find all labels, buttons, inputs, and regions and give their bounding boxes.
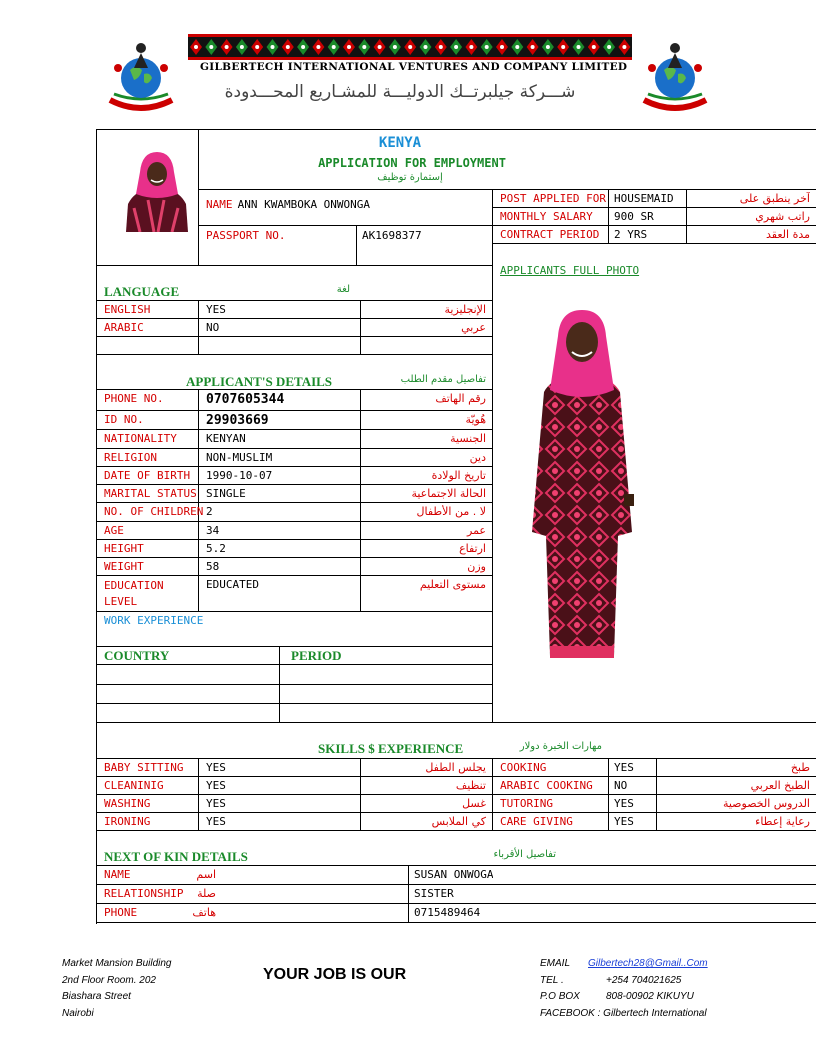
detail-value: 34 <box>206 524 220 537</box>
email-label: EMAIL <box>540 958 571 969</box>
header-diamond-dot <box>500 45 504 49</box>
applicant-portrait-photo <box>120 148 194 232</box>
header-diamond-dot <box>347 45 351 49</box>
skill-label-ar: طبخ <box>790 761 810 774</box>
detail-label-ar: الحالة الاجتماعية <box>411 487 486 500</box>
address-line-1: Market Mansion Building <box>62 958 172 969</box>
skills-heading: SKILLS $ EXPERIENCE <box>318 741 464 756</box>
company-name-ar: شـــركة جيلبرتــك الدوليـــة للمشـاريع المحـــدودة <box>224 82 576 102</box>
language-heading: LANGUAGE <box>104 284 180 299</box>
detail-value: 2 <box>206 505 213 518</box>
header-diamond-dot <box>607 45 611 49</box>
table-rule <box>96 611 493 612</box>
skill-value: YES <box>614 761 634 774</box>
po-label: P.O BOX <box>540 991 580 1002</box>
table-rule <box>96 356 97 722</box>
post-value: HOUSEMAID <box>614 192 674 205</box>
skill-value: YES <box>206 815 226 828</box>
detail-label-ar: لا . من الأطفال <box>416 505 486 518</box>
company-name-en: GILBERTECH INTERNATIONAL VENTURES AND COMPANY LIMITED <box>200 61 628 73</box>
detail-label: WEIGHT <box>104 560 144 573</box>
skill-value: YES <box>206 779 226 792</box>
skill-label-ar: رعاية إعطاء <box>755 815 810 828</box>
kin-value: SISTER <box>414 887 454 900</box>
facebook-line: FACEBOOK : Gilbertech International <box>540 1007 707 1019</box>
skill-label: TUTORING <box>500 797 553 810</box>
header-diamond-dot <box>439 45 443 49</box>
header-diamond-dot <box>592 45 596 49</box>
table-rule <box>360 389 361 611</box>
header-diamond-dot <box>240 45 244 49</box>
table-rule <box>96 389 493 390</box>
detail-label: NATIONALITY <box>104 432 177 445</box>
detail-label: RELIGION <box>104 451 157 464</box>
name-value: ANN KWAMBOKA ONWONGA <box>237 198 371 211</box>
applicant-full-photo <box>522 306 642 662</box>
header-diamond-dot <box>271 45 275 49</box>
language-label-ar: الإنجليزية <box>444 303 486 316</box>
table-rule <box>198 389 199 611</box>
tel-label: TEL . <box>540 974 564 986</box>
email-link[interactable]: Gilbertech28@Gmail..Com <box>588 958 708 969</box>
detail-value: SINGLE <box>206 487 246 500</box>
address-line-3: Biashara Street <box>62 991 131 1002</box>
table-rule <box>96 484 493 485</box>
detail-label: AGE <box>104 524 124 537</box>
detail-label-ar: الجنسية <box>450 432 486 445</box>
work-period-header: PERIOD <box>291 648 342 663</box>
skill-label-ar: يجلس الطفل <box>425 761 486 774</box>
kin-value: 0715489464 <box>414 906 481 919</box>
header-diamond-dot <box>485 45 489 49</box>
po-value: 808-00902 KIKUYU <box>606 991 694 1002</box>
post-label: POST APPLIED FOR <box>500 192 606 205</box>
detail-label: HEIGHT <box>104 542 144 555</box>
logo-right <box>634 38 716 116</box>
kin-label: PHONE <box>104 906 138 919</box>
kin-label: NAME <box>104 868 131 881</box>
detail-value: 1990-10-07 <box>206 469 273 482</box>
header-diamond-dot <box>546 45 550 49</box>
skill-label: WASHING <box>104 797 151 810</box>
detail-value: 5.2 <box>206 542 226 555</box>
table-rule <box>96 466 493 467</box>
header-diamond-dot <box>531 45 535 49</box>
skills-heading-ar: مهارات الخبرة دولار <box>519 741 602 752</box>
footer-contact <box>540 956 816 1022</box>
detail-label-ar: وزن <box>467 560 486 573</box>
detail-label-ar: مستوى التعليم <box>419 578 486 591</box>
detail-value: NON-MUSLIM <box>206 451 273 464</box>
detail-value: 58 <box>206 560 220 573</box>
header-diamond-dot <box>286 45 290 49</box>
header-diamond-dot <box>469 45 473 49</box>
detail-value: 29903669 <box>206 413 269 428</box>
address-line-2: 2nd Floor Room. 202 <box>62 974 156 986</box>
post-value: 2 YRS <box>614 228 648 241</box>
skill-label-ar: كي الملابس <box>431 815 486 828</box>
header-diamond-dot <box>378 45 382 49</box>
logo-left <box>100 38 182 116</box>
header-diamond-dot <box>424 45 428 49</box>
kin-label-ar: اسم <box>196 868 216 881</box>
skill-value: NO <box>614 779 628 792</box>
detail-label: EDUCATION LEVEL <box>104 579 164 608</box>
table-rule <box>96 502 493 503</box>
post-label: CONTRACT PERIOD <box>500 228 600 241</box>
detail-value: EDUCATED <box>206 578 259 591</box>
header-diamond-dot <box>622 45 626 49</box>
detail-label-ar: تاريخ الولادة <box>431 469 486 482</box>
header-diamond-dot <box>454 45 458 49</box>
header-diamond-dot <box>255 45 259 49</box>
post-label-ar: راتب شهري <box>755 210 810 223</box>
table-rule <box>96 521 493 522</box>
detail-label: PHONE NO. <box>104 392 164 405</box>
detail-label-ar: هُويّة <box>465 413 486 426</box>
header-diamond-dot <box>316 45 320 49</box>
table-rule <box>96 448 493 449</box>
language-label-ar: عربي <box>461 321 486 334</box>
skill-label: CLEANINIG <box>104 779 164 792</box>
post-label-ar: آخر ينطبق على <box>739 192 810 205</box>
detail-label: DATE OF BIRTH <box>104 469 191 482</box>
footer-address <box>62 956 172 1022</box>
header-diamond-dot <box>393 45 397 49</box>
kin-value: SUSAN ONWOGA <box>414 868 494 881</box>
kin-label-ar: هاتف <box>192 906 216 919</box>
post-label-ar: مدة العقد <box>766 228 810 241</box>
work-country-header: COUNTRY <box>104 648 170 663</box>
table-rule <box>96 575 493 576</box>
header-diamond-dot <box>362 45 366 49</box>
table-rule <box>96 410 493 411</box>
footer-slogan: YOUR JOB IS OUR <box>263 966 407 983</box>
skill-value: YES <box>614 797 634 810</box>
detail-label-ar: رقم الهاتف <box>435 392 486 405</box>
skill-label-ar: الدروس الخصوصية <box>722 797 810 810</box>
detail-label: MARITAL STATUS <box>104 487 197 500</box>
header-diamond-dot <box>515 45 519 49</box>
passport-value: AK1698377 <box>362 229 422 242</box>
header-diamond-dot <box>194 45 198 49</box>
skill-label: BABY SITTING <box>104 761 184 774</box>
detail-label-ar: ارتفاع <box>459 542 486 555</box>
country-heading: KENYA <box>378 135 422 151</box>
full-photo-label: APPLICANTS FULL PHOTO <box>500 264 640 277</box>
skill-value: YES <box>206 797 226 810</box>
skill-label-ar: الطبخ العربي <box>750 779 810 792</box>
kin-label: RELATIONSHIP <box>104 887 184 900</box>
details-heading-ar: تفاصيل مقدم الطلب <box>400 374 486 385</box>
post-value: 900 SR <box>614 210 654 223</box>
skill-label-ar: تنظيف <box>455 779 486 792</box>
name-label: NAME <box>206 198 233 211</box>
header-diamond-dot <box>301 45 305 49</box>
table-rule <box>96 539 493 540</box>
skill-label: ARABIC COOKING <box>500 779 593 792</box>
skill-label: COOKING <box>500 761 547 774</box>
language-value: NO <box>206 321 220 334</box>
header-diamond-dot <box>561 45 565 49</box>
header-diamond-dot <box>577 45 581 49</box>
name-field <box>206 193 370 212</box>
language-label: ENGLISH <box>104 303 151 316</box>
detail-label-ar: دين <box>469 451 486 464</box>
language-heading-ar: لغة <box>336 284 350 295</box>
table-rule <box>96 429 493 430</box>
table-rule <box>96 557 493 558</box>
post-label: MONTHLY SALARY <box>500 210 593 223</box>
work-experience-heading: WORK EXPERIENCE <box>104 614 204 627</box>
skill-value: YES <box>206 761 226 774</box>
address-line-4: Nairobi <box>62 1007 94 1019</box>
language-value: YES <box>206 303 226 316</box>
passport-label: PASSPORT NO. <box>206 229 286 242</box>
details-heading: APPLICANT'S DETAILS <box>186 374 333 389</box>
kin-label-ar: صلة <box>197 887 216 900</box>
language-label: ARABIC <box>104 321 144 334</box>
kin-heading: NEXT OF KIN DETAILS <box>104 849 248 864</box>
skill-label: CARE GIVING <box>500 815 573 828</box>
form-title-ar: إستمارة توظيف <box>377 172 443 183</box>
kin-heading-ar: تفاصيل الأقرباء <box>493 849 556 860</box>
detail-label: ID NO. <box>104 413 144 426</box>
header-pattern-band <box>188 34 632 60</box>
detail-value: 0707605344 <box>206 392 285 407</box>
header-diamond-dot <box>408 45 412 49</box>
skill-label: IRONING <box>104 815 151 828</box>
detail-label-ar: عمر <box>467 524 486 537</box>
detail-label: NO. OF CHILDREN <box>104 505 204 518</box>
skill-label-ar: غسل <box>462 797 486 810</box>
form-title: APPLICATION FOR EMPLOYMENT <box>318 156 506 170</box>
skill-value: YES <box>614 815 634 828</box>
header-diamond-dot <box>332 45 336 49</box>
detail-value: KENYAN <box>206 432 246 445</box>
header-diamond-dot <box>225 45 229 49</box>
tel-value: +254 704021625 <box>606 974 682 986</box>
header-diamond-dot <box>209 45 213 49</box>
